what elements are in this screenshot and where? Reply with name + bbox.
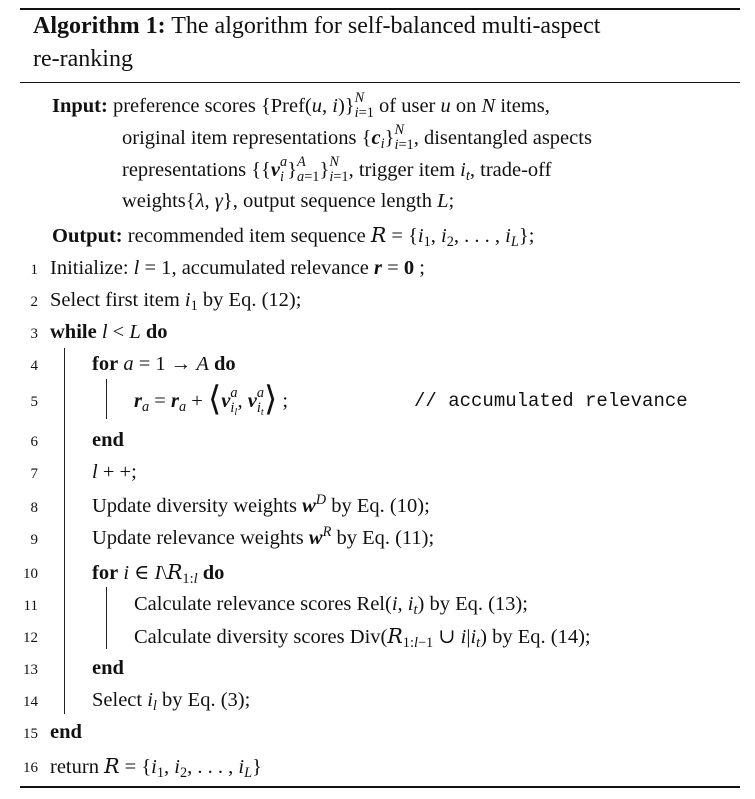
step-11: Calculate relevance scores Rel(i, $i_t$) by Eq. (13);	[134, 593, 528, 619]
step-6-end: end	[92, 429, 124, 451]
line-number: 12	[23, 630, 38, 646]
step-15-end: end	[50, 721, 82, 743]
step-10-for: for i ∈ $I\backslash R_{1:l}$ do	[92, 560, 225, 588]
line-number: 14	[23, 694, 38, 710]
step-8: Update diversity weights $w^D$ by Eq. (10);	[92, 492, 430, 517]
step-16-return: return $R = \{i_1$, $i_2$, . . . , $i_L$}	[50, 754, 262, 782]
line-number: 8	[30, 500, 38, 516]
line-number: 1	[30, 262, 38, 278]
line-number: 6	[30, 434, 38, 450]
line-number: 16	[23, 760, 38, 776]
step-2: Select first item $i_1$ by Eq. (12);	[50, 289, 302, 315]
for-i-block-bar	[106, 587, 107, 649]
input-label: Input:	[52, 94, 108, 117]
bottom-rule	[20, 786, 740, 788]
line-number: 7	[30, 466, 38, 482]
step-5-comment: // accumulated relevance	[414, 390, 688, 412]
input-line-4: weights{λ, γ}, output sequence length L;	[122, 190, 455, 212]
for-a-block-bar	[106, 379, 107, 419]
step-7: l + +;	[92, 461, 137, 483]
caption-rule	[20, 82, 740, 83]
step-4-for: for a = 1 → A do	[92, 353, 236, 375]
step-5: $r_a = r_a$ + ⟨v a $i_l$ , v a $i_t$ ⟩ ;	[134, 381, 289, 419]
step-1: Initialize: l = 1, accumulated relevance r = 0 ;	[50, 257, 425, 279]
step-14: Select $i_l$ by Eq. (3);	[92, 689, 251, 715]
input-line-2: original item representations $\{c_i\}$ N i=1 , disentangled aspects	[122, 122, 592, 154]
output-line: Output: recommended item sequence $R = \{i_1$, $i_2$, . . . , $i_L$};	[52, 223, 535, 251]
line-number: 5	[30, 394, 38, 410]
algorithm-caption	[33, 10, 733, 76]
line-number: 13	[23, 662, 38, 678]
step-12: Calculate diversity scores $Div(R_{1:l-1}$ ∪ $i|i_t$) by Eq. (14);	[134, 624, 591, 652]
while-block-bar	[64, 348, 65, 714]
input-line-1: Input: preference scores {Pref(u, i)} N i=1 of user u on N items,	[52, 90, 550, 122]
line-number: 9	[30, 532, 38, 548]
line-number: 10	[23, 566, 38, 582]
step-9: Update relevance weights $w^R$ by Eq. (11);	[92, 524, 435, 549]
caption-text-line2: re-ranking	[33, 46, 133, 72]
line-number: 2	[30, 294, 38, 310]
line-number: 11	[23, 598, 38, 614]
line-number: 4	[30, 358, 38, 374]
caption-text-line1: The algorithm for self-balanced multi-aspect	[171, 13, 601, 39]
line-number: 3	[30, 326, 38, 342]
output-label: Output:	[52, 225, 123, 247]
step-13-end: end	[92, 657, 124, 679]
line-number: 15	[23, 726, 38, 742]
caption-label: Algorithm 1:	[33, 13, 166, 39]
step-3-while: while l < L do	[50, 321, 168, 343]
input-line-3: representations {{v a i } A a=1 } N i=1 , trigger item $i_t$, trade-off	[122, 154, 552, 186]
